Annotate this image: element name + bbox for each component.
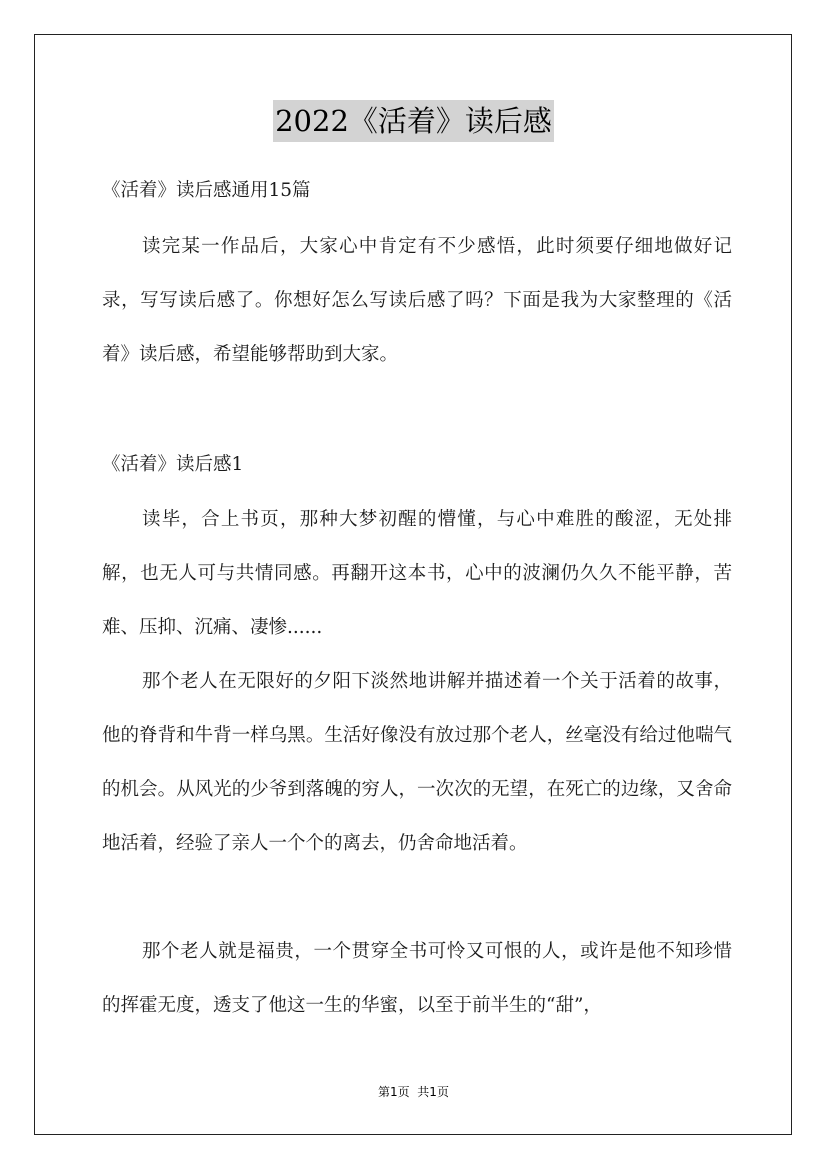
page-number-footer: 第1页 共1页 (378, 1085, 449, 1099)
body-paragraph-1: 读毕，合上书页，那种大梦初醒的懵懂，与心中难胜的酸涩，无处排解，也无人可与共情同感。再翻开这本书，心中的波澜仍久久不能平静，苦难、压抑、沉痛、凄惨...... (102, 509, 732, 638)
body-paragraph-2: 那个老人在无限好的夕阳下淡然地讲解并描述着一个关于活着的故事，他的脊背和牛背一样乌黑。生活好像没有放过那个老人，丝毫没有给过他喘气的机会。从风光的少爷到落魄的穷人，一次次的无望，在死亡的边缘，又舍命地活着，经验了亲人一个个的离去，仍舍命地活着。 (102, 671, 732, 854)
document-title: 2022《活着》读后感 (273, 100, 554, 142)
title-container (0, 100, 827, 142)
document-subtitle: 《活着》读后感通用15篇 (102, 180, 311, 201)
intro-paragraph: 读完某一作品后，大家心中肯定有不少感悟，此时须要仔细地做好记录，写写读后感了。你想好怎么写读后感了吗？下面是我为大家整理的《活着》读后感，希望能够帮助到大家。 (102, 236, 732, 365)
section-heading: 《活着》读后感1 (102, 454, 244, 475)
body-paragraph-3: 那个老人就是福贵，一个贯穿全书可怜又可恨的人，或许是他不知珍惜的挥霍无度，透支了他这一生的华蜜，以至于前半生的“甜”， (102, 941, 732, 1016)
